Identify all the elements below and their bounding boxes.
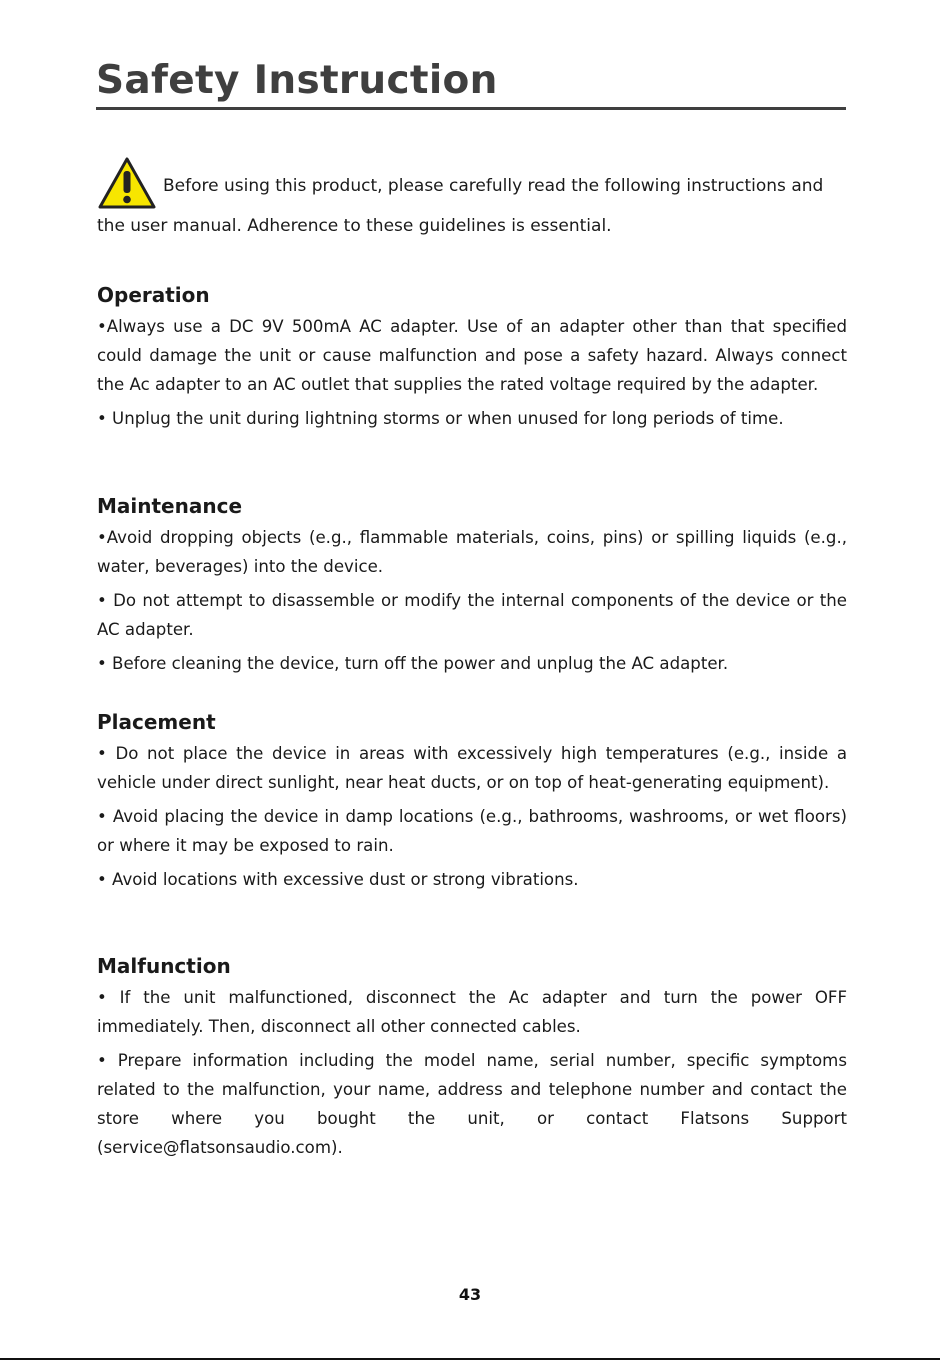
section-maintenance: [97, 492, 847, 683]
title-underline: [96, 107, 846, 110]
bottom-border: [0, 1358, 940, 1360]
intro-text: [97, 152, 849, 246]
section-paragraph: • Before cleaning the device, turn off the power and unplug the AC adapter.: [97, 654, 729, 673]
section-heading: Malfunction: [97, 954, 231, 978]
section-heading: Maintenance: [97, 494, 243, 518]
section-heading: Operation: [97, 283, 210, 307]
page-title: Safety Instruction: [96, 58, 498, 103]
section-paragraph: • Avoid placing the device in damp locations (e.g., bathrooms, washrooms, or wet floors) or where it may be exposed to rain.: [97, 807, 847, 855]
intro-label: Before using this product, please carefully read the following instructions and the user manual. Adherence to these guidelines is essential.: [97, 176, 824, 236]
section-paragraph: • Avoid locations with excessive dust or strong vibrations.: [97, 870, 579, 889]
section-paragraph: • Prepare information including the model name, serial number, specific symptoms related to the malfunction, your name, address and telephone number and contact the store where you bought the unit, or contact Flatsons Support (service@flatsonsaudio.com).: [97, 1051, 847, 1157]
section-placement: [97, 708, 847, 899]
section-paragraph: •Avoid dropping objects (e.g., flammable materials, coins, pins) or spilling liquids (e.g., water, beverages) into the device.: [97, 528, 847, 576]
section-paragraph: • If the unit malfunctioned, disconnect the Ac adapter and turn the power OFF immediately. Then, disconnect all other connected cables.: [97, 988, 847, 1036]
section-paragraph: •Always use a DC 9V 500mA AC adapter. Use of an adapter other than that specified could damage the unit or cause malfunction and pose a safety hazard. Always connect the Ac adapter to an AC outlet that supplies the rated voltage required by the adapter.: [97, 317, 847, 394]
warning-triangle-icon: [97, 156, 157, 210]
section-malfunction: [97, 952, 847, 1167]
section-paragraph: • Unplug the unit during lightning storms or when unused for long periods of time.: [97, 409, 784, 428]
section-paragraph: • Do not attempt to disassemble or modify the internal components of the device or the AC adapter.: [97, 591, 847, 639]
section-heading: Placement: [97, 710, 216, 734]
section-paragraph: • Do not place the device in areas with excessively high temperatures (e.g., inside a vehicle under direct sunlight, near heat ducts, or on top of heat-generating equipment).: [97, 744, 847, 792]
section-operation: [97, 281, 847, 438]
page-number: 43: [458, 1285, 482, 1304]
